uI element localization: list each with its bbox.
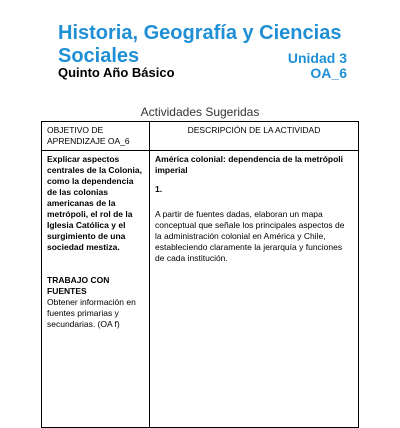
activity-cell — [150, 151, 359, 428]
activity-text: A partir de fuentes dadas, elaboran un mapa conceptual que señale los principales aspectos de la administración colonial en América y Chile, estableciendo claramente la jerarquía y funciones de cada institución. — [155, 209, 345, 263]
section-heading: Actividades Sugeridas — [140, 105, 260, 119]
activity-number: 1. — [155, 184, 163, 194]
skill-title: TRABAJO CON FUENTES — [47, 275, 110, 296]
skill-text: Obtener información en fuentes primarias y secundarias. (OA f) — [47, 297, 136, 329]
objective-text: Explicar aspectos centrales de la Colonia, como la dependencia de las colonias americanas de la metrópoli, el rol de la Iglesia Católica y el surgimiento de una sociedad mestiza. — [47, 154, 142, 252]
grade-label: Quinto Año Básico — [58, 65, 175, 80]
objective-cell — [42, 151, 150, 428]
table-row — [42, 151, 359, 428]
description-header: DESCRIPCIÓN DE LA ACTIVIDAD — [150, 122, 359, 151]
table-header-row — [42, 122, 359, 151]
unit-label: Unidad 3 — [287, 50, 347, 66]
activities-table — [41, 121, 359, 428]
document-title: Historia, Geografía y Ciencias Sociales — [58, 22, 342, 67]
oa-code: OA_6 — [310, 65, 347, 81]
activity-title: América colonial: dependencia de la metrópoli imperial — [155, 154, 343, 175]
objective-header: OBJETIVO DE APRENDIZAJE OA_6 — [42, 122, 150, 151]
